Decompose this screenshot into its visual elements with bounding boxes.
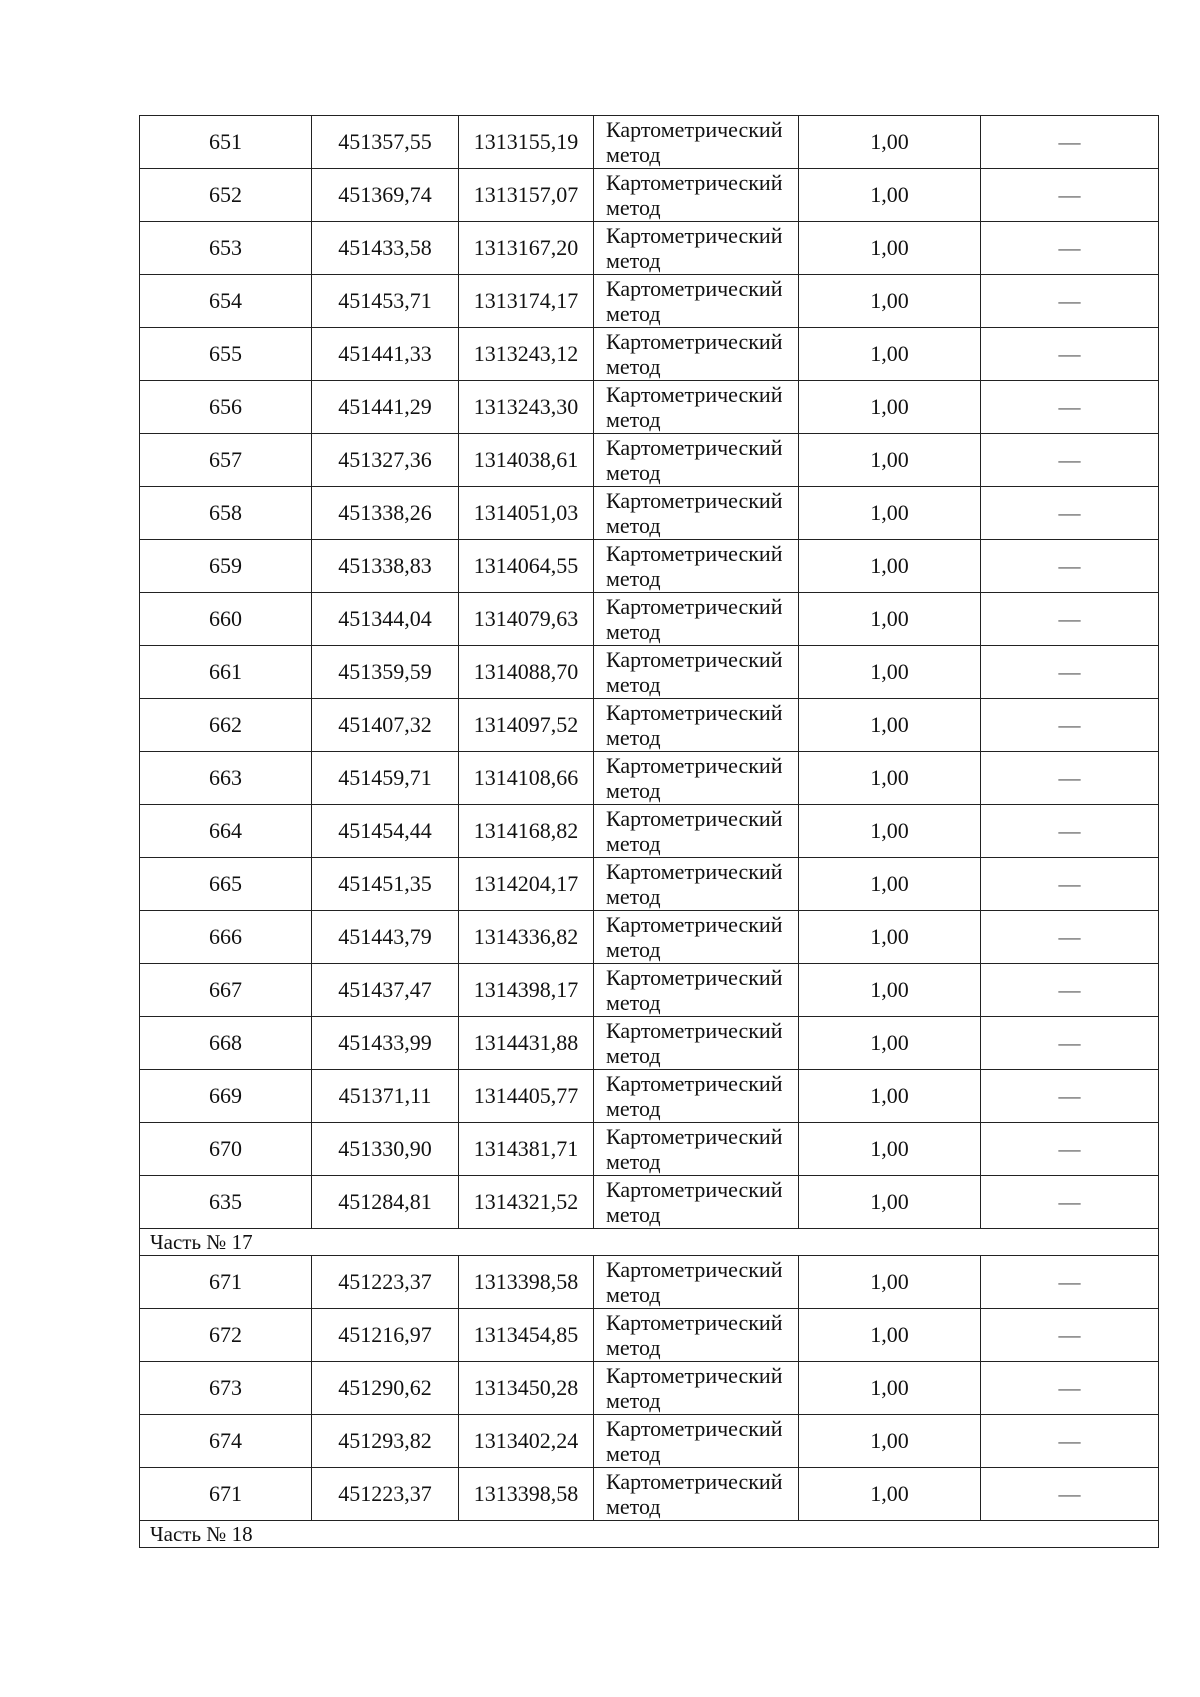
x-coordinate-cell: 451359,59	[312, 646, 459, 699]
x-coordinate-cell: 451443,79	[312, 911, 459, 964]
x-coordinate-cell: 451441,33	[312, 328, 459, 381]
x-coordinate-cell: 451433,99	[312, 1017, 459, 1070]
note-cell: —	[981, 699, 1159, 752]
point-number-cell: 666	[140, 911, 312, 964]
precision-cell: 1,00	[799, 275, 981, 328]
table-row	[140, 805, 1159, 858]
method-line-2: метод	[606, 1202, 661, 1227]
y-coordinate-cell: 1314108,66	[459, 752, 594, 805]
method-line-1: Картометрический	[606, 170, 783, 195]
table-row	[140, 593, 1159, 646]
point-number-cell: 662	[140, 699, 312, 752]
precision-cell: 1,00	[799, 116, 981, 169]
y-coordinate-cell: 1313454,85	[459, 1309, 594, 1362]
point-number-cell: 671	[140, 1468, 312, 1521]
method-cell	[594, 1256, 799, 1309]
method-line-1: Картометрический	[606, 1416, 783, 1441]
y-coordinate-cell: 1313398,58	[459, 1256, 594, 1309]
x-coordinate-cell: 451433,58	[312, 222, 459, 275]
method-cell	[594, 964, 799, 1017]
method-line-1: Картометрический	[606, 806, 783, 831]
note-cell: —	[981, 222, 1159, 275]
method-line-1: Картометрический	[606, 382, 783, 407]
x-coordinate-cell: 451293,82	[312, 1415, 459, 1468]
y-coordinate-cell: 1314381,71	[459, 1123, 594, 1176]
method-line-2: метод	[606, 831, 661, 856]
precision-cell: 1,00	[799, 169, 981, 222]
table-row	[140, 1468, 1159, 1521]
method-line-2: метод	[606, 1494, 661, 1519]
method-line-1: Картометрический	[606, 541, 783, 566]
method-line-2: метод	[606, 460, 661, 485]
point-number-cell: 635	[140, 1176, 312, 1229]
precision-cell: 1,00	[799, 646, 981, 699]
table-row	[140, 169, 1159, 222]
point-number-cell: 672	[140, 1309, 312, 1362]
method-line-2: метод	[606, 1282, 661, 1307]
table-row	[140, 487, 1159, 540]
y-coordinate-cell: 1314038,61	[459, 434, 594, 487]
method-line-1: Картометрический	[606, 647, 783, 672]
table-row	[140, 911, 1159, 964]
coordinates-table	[139, 115, 1159, 1548]
method-line-1: Картометрический	[606, 488, 783, 513]
method-line-2: метод	[606, 725, 661, 750]
method-line-2: метод	[606, 1149, 661, 1174]
method-line-1: Картометрический	[606, 117, 783, 142]
note-cell: —	[981, 911, 1159, 964]
precision-cell: 1,00	[799, 1176, 981, 1229]
method-cell	[594, 1017, 799, 1070]
method-line-2: метод	[606, 1441, 661, 1466]
section-title: Часть № 17	[140, 1229, 1159, 1256]
method-cell	[594, 434, 799, 487]
method-line-1: Картометрический	[606, 965, 783, 990]
method-line-1: Картометрический	[606, 1363, 783, 1388]
method-line-2: метод	[606, 672, 661, 697]
method-cell	[594, 858, 799, 911]
method-line-1: Картометрический	[606, 223, 783, 248]
x-coordinate-cell: 451441,29	[312, 381, 459, 434]
note-cell: —	[981, 646, 1159, 699]
x-coordinate-cell: 451371,11	[312, 1070, 459, 1123]
table-row	[140, 1309, 1159, 1362]
method-line-2: метод	[606, 1388, 661, 1413]
table-row	[140, 752, 1159, 805]
precision-cell: 1,00	[799, 1309, 981, 1362]
y-coordinate-cell: 1313167,20	[459, 222, 594, 275]
point-number-cell: 673	[140, 1362, 312, 1415]
table-row	[140, 964, 1159, 1017]
method-line-1: Картометрический	[606, 700, 783, 725]
y-coordinate-cell: 1314321,52	[459, 1176, 594, 1229]
note-cell: —	[981, 1362, 1159, 1415]
method-line-1: Картометрический	[606, 1257, 783, 1282]
table-row	[140, 1176, 1159, 1229]
section-title: Часть № 18	[140, 1521, 1159, 1548]
precision-cell: 1,00	[799, 858, 981, 911]
y-coordinate-cell: 1313402,24	[459, 1415, 594, 1468]
x-coordinate-cell: 451223,37	[312, 1468, 459, 1521]
method-line-2: метод	[606, 248, 661, 273]
x-coordinate-cell: 451454,44	[312, 805, 459, 858]
table-row	[140, 646, 1159, 699]
method-line-2: метод	[606, 778, 661, 803]
table-row	[140, 1362, 1159, 1415]
method-cell	[594, 1362, 799, 1415]
point-number-cell: 665	[140, 858, 312, 911]
method-line-1: Картометрический	[606, 859, 783, 884]
precision-cell: 1,00	[799, 752, 981, 805]
note-cell: —	[981, 1415, 1159, 1468]
method-line-2: метод	[606, 937, 661, 962]
y-coordinate-cell: 1314398,17	[459, 964, 594, 1017]
note-cell: —	[981, 858, 1159, 911]
precision-cell: 1,00	[799, 1123, 981, 1176]
precision-cell: 1,00	[799, 699, 981, 752]
x-coordinate-cell: 451338,83	[312, 540, 459, 593]
point-number-cell: 654	[140, 275, 312, 328]
x-coordinate-cell: 451327,36	[312, 434, 459, 487]
x-coordinate-cell: 451407,32	[312, 699, 459, 752]
table-row	[140, 381, 1159, 434]
precision-cell: 1,00	[799, 328, 981, 381]
point-number-cell: 657	[140, 434, 312, 487]
note-cell: —	[981, 1309, 1159, 1362]
method-cell	[594, 805, 799, 858]
point-number-cell: 651	[140, 116, 312, 169]
precision-cell: 1,00	[799, 381, 981, 434]
method-line-2: метод	[606, 1335, 661, 1360]
method-line-2: метод	[606, 990, 661, 1015]
method-cell	[594, 1415, 799, 1468]
table-row	[140, 858, 1159, 911]
y-coordinate-cell: 1313155,19	[459, 116, 594, 169]
method-line-2: метод	[606, 142, 661, 167]
x-coordinate-cell: 451284,81	[312, 1176, 459, 1229]
note-cell: —	[981, 434, 1159, 487]
precision-cell: 1,00	[799, 1070, 981, 1123]
precision-cell: 1,00	[799, 487, 981, 540]
x-coordinate-cell: 451437,47	[312, 964, 459, 1017]
point-number-cell: 658	[140, 487, 312, 540]
note-cell: —	[981, 1256, 1159, 1309]
x-coordinate-cell: 451357,55	[312, 116, 459, 169]
y-coordinate-cell: 1314088,70	[459, 646, 594, 699]
method-cell	[594, 487, 799, 540]
note-cell: —	[981, 540, 1159, 593]
point-number-cell: 663	[140, 752, 312, 805]
method-line-2: метод	[606, 566, 661, 591]
method-line-2: метод	[606, 884, 661, 909]
precision-cell: 1,00	[799, 222, 981, 275]
precision-cell: 1,00	[799, 805, 981, 858]
method-line-1: Картометрический	[606, 753, 783, 778]
precision-cell: 1,00	[799, 1468, 981, 1521]
coordinates-table-page	[139, 115, 1158, 1548]
method-line-1: Картометрический	[606, 329, 783, 354]
method-cell	[594, 1176, 799, 1229]
method-line-2: метод	[606, 1096, 661, 1121]
note-cell: —	[981, 328, 1159, 381]
method-cell	[594, 169, 799, 222]
y-coordinate-cell: 1314097,52	[459, 699, 594, 752]
method-line-1: Картометрический	[606, 594, 783, 619]
y-coordinate-cell: 1313243,30	[459, 381, 594, 434]
point-number-cell: 670	[140, 1123, 312, 1176]
y-coordinate-cell: 1314051,03	[459, 487, 594, 540]
method-line-2: метод	[606, 1043, 661, 1068]
point-number-cell: 668	[140, 1017, 312, 1070]
table-row	[140, 275, 1159, 328]
method-line-2: метод	[606, 195, 661, 220]
method-cell	[594, 328, 799, 381]
note-cell: —	[981, 752, 1159, 805]
y-coordinate-cell: 1313398,58	[459, 1468, 594, 1521]
precision-cell: 1,00	[799, 1415, 981, 1468]
x-coordinate-cell: 451453,71	[312, 275, 459, 328]
point-number-cell: 652	[140, 169, 312, 222]
point-number-cell: 656	[140, 381, 312, 434]
method-line-2: метод	[606, 407, 661, 432]
table-row	[140, 1256, 1159, 1309]
method-line-1: Картометрический	[606, 435, 783, 460]
section-header-row	[140, 1521, 1159, 1548]
table-row	[140, 540, 1159, 593]
precision-cell: 1,00	[799, 911, 981, 964]
table-row	[140, 1017, 1159, 1070]
table-row	[140, 434, 1159, 487]
point-number-cell: 655	[140, 328, 312, 381]
y-coordinate-cell: 1313243,12	[459, 328, 594, 381]
y-coordinate-cell: 1314064,55	[459, 540, 594, 593]
point-number-cell: 674	[140, 1415, 312, 1468]
note-cell: —	[981, 169, 1159, 222]
x-coordinate-cell: 451459,71	[312, 752, 459, 805]
table-row	[140, 116, 1159, 169]
point-number-cell: 659	[140, 540, 312, 593]
note-cell: —	[981, 275, 1159, 328]
method-line-1: Картометрический	[606, 1310, 783, 1335]
table-body	[140, 116, 1159, 1548]
method-line-2: метод	[606, 619, 661, 644]
note-cell: —	[981, 1468, 1159, 1521]
y-coordinate-cell: 1314431,88	[459, 1017, 594, 1070]
method-cell	[594, 646, 799, 699]
precision-cell: 1,00	[799, 540, 981, 593]
method-line-1: Картометрический	[606, 1124, 783, 1149]
y-coordinate-cell: 1314079,63	[459, 593, 594, 646]
method-line-1: Картометрический	[606, 912, 783, 937]
point-number-cell: 671	[140, 1256, 312, 1309]
method-cell	[594, 222, 799, 275]
y-coordinate-cell: 1314405,77	[459, 1070, 594, 1123]
method-line-2: метод	[606, 513, 661, 538]
x-coordinate-cell: 451290,62	[312, 1362, 459, 1415]
x-coordinate-cell: 451330,90	[312, 1123, 459, 1176]
precision-cell: 1,00	[799, 964, 981, 1017]
method-cell	[594, 1123, 799, 1176]
note-cell: —	[981, 116, 1159, 169]
table-row	[140, 1415, 1159, 1468]
method-cell	[594, 116, 799, 169]
table-row	[140, 1123, 1159, 1176]
section-header-row	[140, 1229, 1159, 1256]
table-row	[140, 222, 1159, 275]
note-cell: —	[981, 805, 1159, 858]
x-coordinate-cell: 451216,97	[312, 1309, 459, 1362]
table-row	[140, 328, 1159, 381]
method-line-1: Картометрический	[606, 1018, 783, 1043]
method-cell	[594, 593, 799, 646]
method-line-2: метод	[606, 301, 661, 326]
point-number-cell: 667	[140, 964, 312, 1017]
precision-cell: 1,00	[799, 434, 981, 487]
note-cell: —	[981, 1123, 1159, 1176]
method-line-1: Картометрический	[606, 1469, 783, 1494]
point-number-cell: 653	[140, 222, 312, 275]
method-cell	[594, 752, 799, 805]
note-cell: —	[981, 1176, 1159, 1229]
y-coordinate-cell: 1313450,28	[459, 1362, 594, 1415]
note-cell: —	[981, 1070, 1159, 1123]
x-coordinate-cell: 451369,74	[312, 169, 459, 222]
note-cell: —	[981, 593, 1159, 646]
y-coordinate-cell: 1314204,17	[459, 858, 594, 911]
point-number-cell: 660	[140, 593, 312, 646]
note-cell: —	[981, 964, 1159, 1017]
table-row	[140, 1070, 1159, 1123]
note-cell: —	[981, 1017, 1159, 1070]
x-coordinate-cell: 451223,37	[312, 1256, 459, 1309]
method-cell	[594, 1468, 799, 1521]
method-line-1: Картометрический	[606, 1071, 783, 1096]
y-coordinate-cell: 1314336,82	[459, 911, 594, 964]
method-cell	[594, 1309, 799, 1362]
method-cell	[594, 275, 799, 328]
method-cell	[594, 1070, 799, 1123]
y-coordinate-cell: 1313157,07	[459, 169, 594, 222]
method-cell	[594, 540, 799, 593]
method-cell	[594, 381, 799, 434]
note-cell: —	[981, 487, 1159, 540]
method-cell	[594, 911, 799, 964]
precision-cell: 1,00	[799, 593, 981, 646]
x-coordinate-cell: 451338,26	[312, 487, 459, 540]
table-row	[140, 699, 1159, 752]
precision-cell: 1,00	[799, 1017, 981, 1070]
point-number-cell: 669	[140, 1070, 312, 1123]
point-number-cell: 661	[140, 646, 312, 699]
x-coordinate-cell: 451344,04	[312, 593, 459, 646]
x-coordinate-cell: 451451,35	[312, 858, 459, 911]
method-line-2: метод	[606, 354, 661, 379]
precision-cell: 1,00	[799, 1256, 981, 1309]
method-line-1: Картометрический	[606, 276, 783, 301]
method-line-1: Картометрический	[606, 1177, 783, 1202]
method-cell	[594, 699, 799, 752]
precision-cell: 1,00	[799, 1362, 981, 1415]
y-coordinate-cell: 1314168,82	[459, 805, 594, 858]
y-coordinate-cell: 1313174,17	[459, 275, 594, 328]
note-cell: —	[981, 381, 1159, 434]
point-number-cell: 664	[140, 805, 312, 858]
